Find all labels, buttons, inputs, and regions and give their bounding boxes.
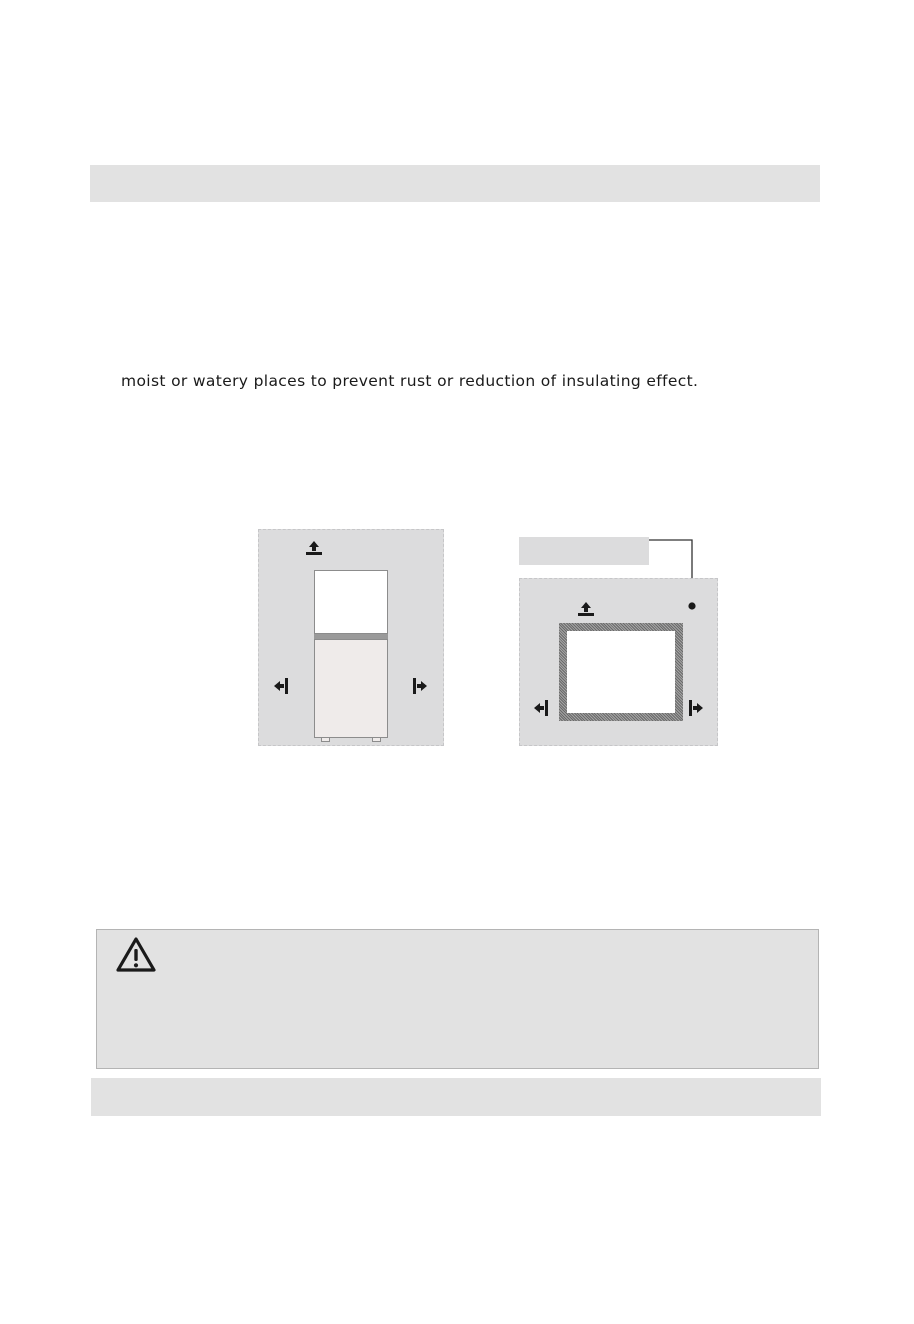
left-arrow-icon: [533, 700, 549, 716]
fridge-foot: [372, 738, 381, 742]
section-heading-band: [91, 1078, 821, 1116]
callout-label: [519, 537, 649, 565]
warning-box: [96, 929, 819, 1069]
cabinet-frame: [559, 623, 683, 721]
up-arrow-icon: [306, 540, 322, 556]
section-heading-band: [90, 165, 820, 202]
fridge-lower-door: [314, 639, 388, 738]
up-arrow-icon: [578, 601, 594, 617]
left-arrow-icon: [273, 678, 289, 694]
warning-icon: [115, 936, 157, 974]
right-arrow-icon: [412, 678, 428, 694]
fridge-foot: [321, 738, 330, 742]
fridge-upper-door: [314, 570, 388, 634]
instruction-text: moist or watery places to prevent rust or reduction of insulating effect.: [121, 372, 699, 390]
right-arrow-icon: [688, 700, 704, 716]
